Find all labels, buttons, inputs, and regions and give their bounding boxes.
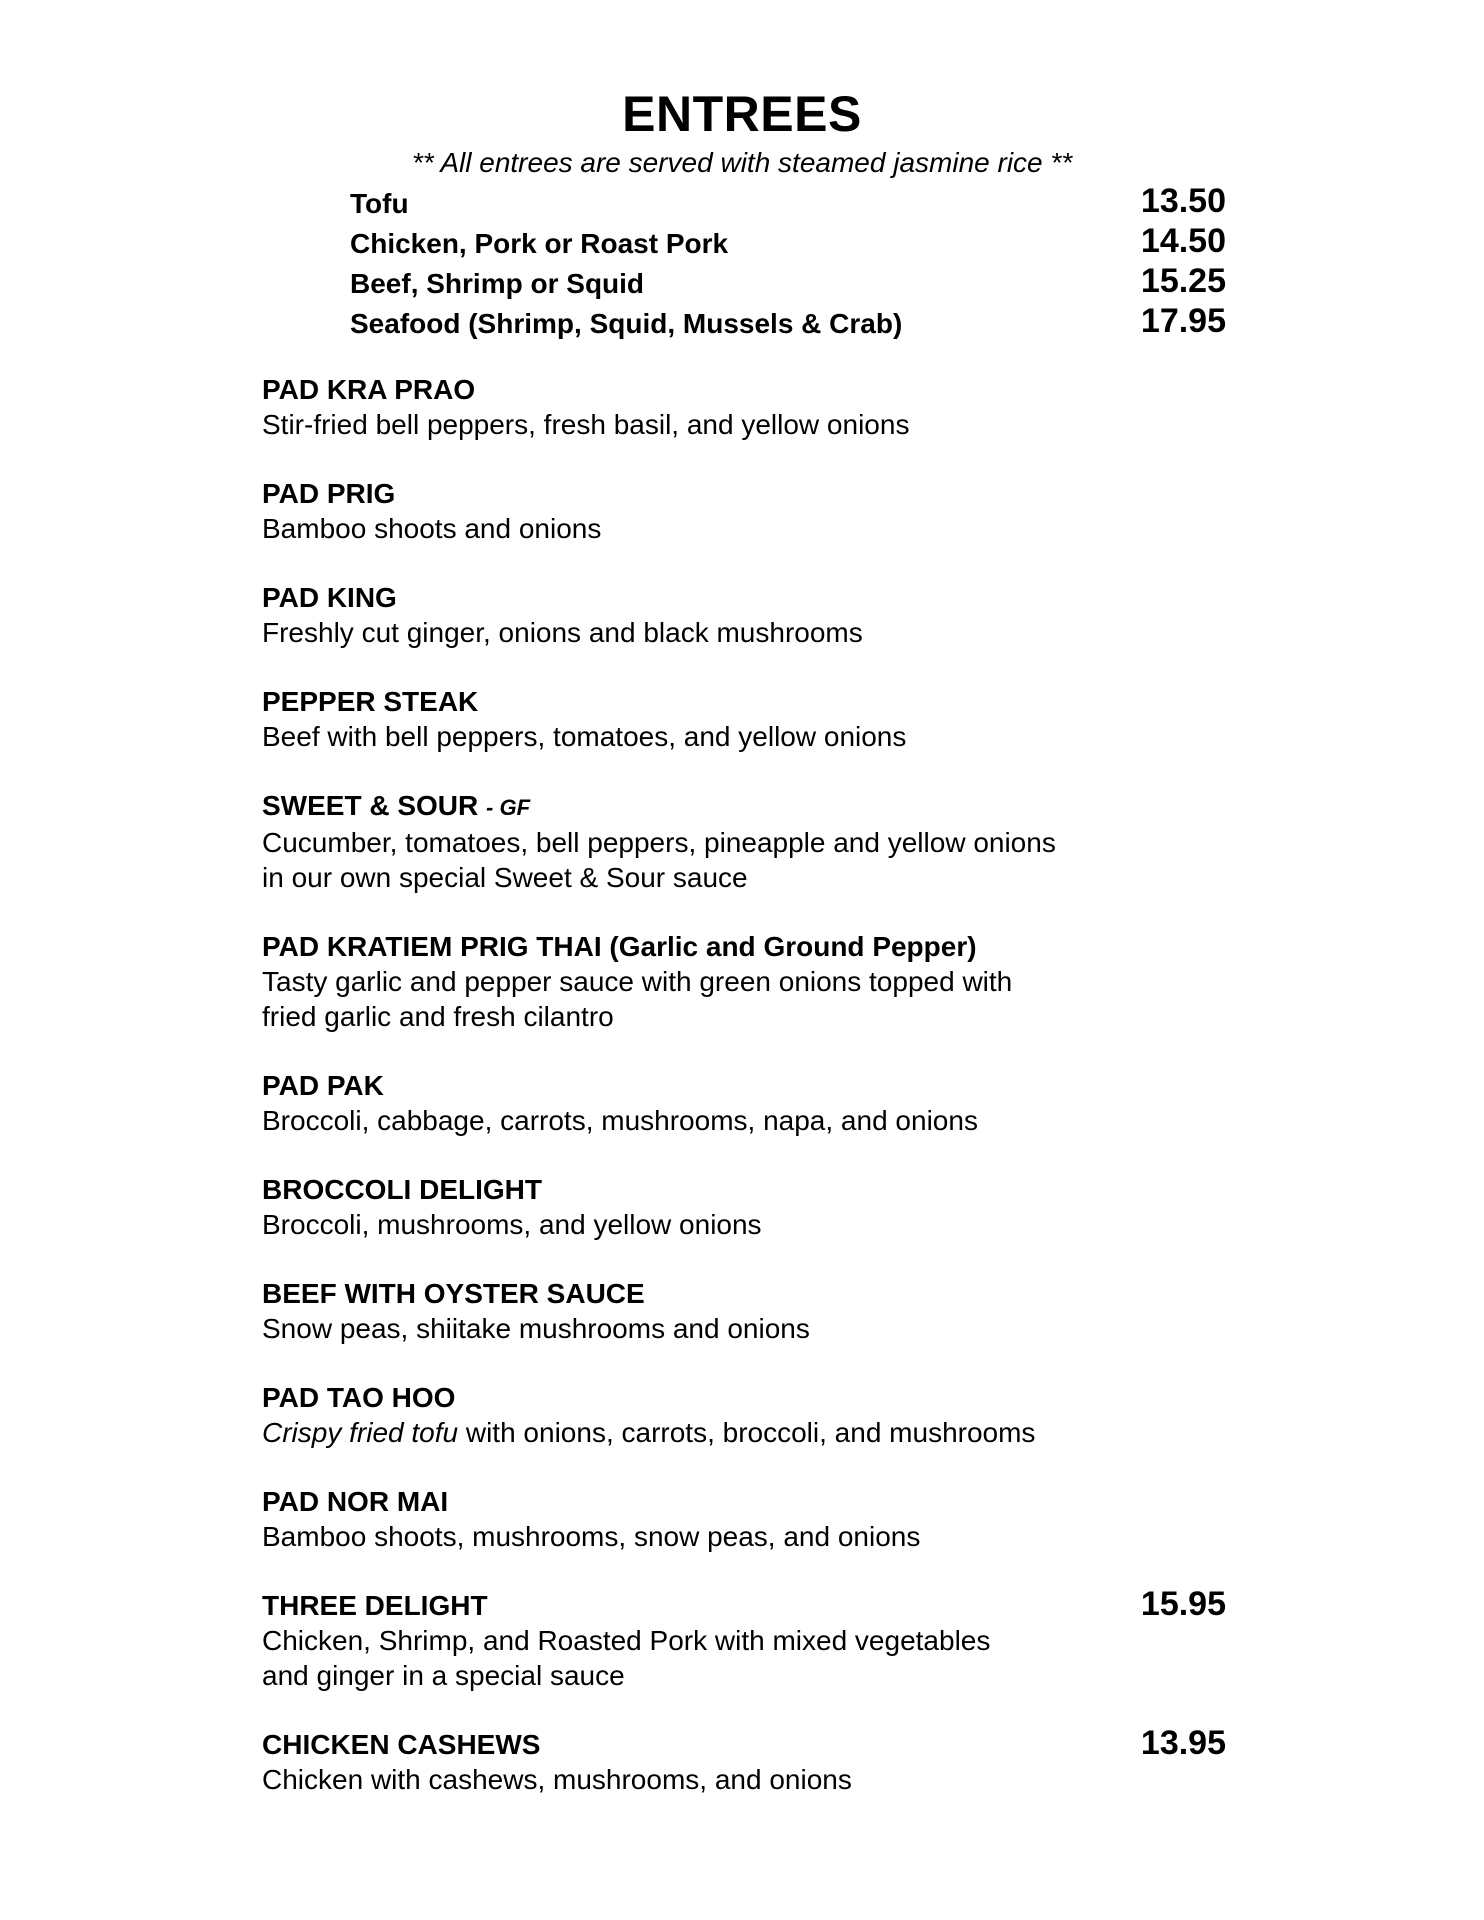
dish-pad-kra-prao [262, 372, 1226, 442]
dish-name: PAD PRIG [262, 478, 396, 509]
price-row-beef-shrimp [350, 261, 1226, 301]
price-option-price: 15.25 [1140, 262, 1226, 300]
dish-pad-prig [262, 476, 1226, 546]
dish-description-italic: Crispy fried tofu [262, 1417, 459, 1448]
dish-description: Cucumber, tomatoes, bell peppers, pineapple and yellow onions [262, 827, 1056, 858]
dish-chicken-cashews [262, 1724, 1226, 1797]
dish-name: PEPPER STEAK [262, 686, 479, 717]
dish-description-line2: in our own special Sweet & Sour sauce [262, 862, 748, 893]
dish-description: Bamboo shoots and onions [262, 513, 602, 544]
dish-pad-kratiem-prig-thai [262, 929, 1226, 1034]
dish-description: Chicken with cashews, mushrooms, and onions [262, 1764, 852, 1795]
dish-price: 15.95 [1140, 1585, 1226, 1623]
price-option-price: 13.50 [1140, 182, 1226, 220]
dish-pad-pak [262, 1068, 1226, 1138]
dish-name: PAD KING [262, 582, 397, 613]
dish-name: BEEF WITH OYSTER SAUCE [262, 1278, 645, 1309]
dish-three-delight [262, 1585, 1226, 1693]
dish-name: THREE DELIGHT [262, 1590, 488, 1621]
gluten-free-tag: - GF [486, 795, 531, 820]
dish-pad-tao-hoo [262, 1380, 1226, 1450]
dish-description: Tasty garlic and pepper sauce with green onions topped with [262, 966, 1013, 997]
price-option-price: 14.50 [1140, 222, 1226, 260]
price-option-name: Seafood (Shrimp, Squid, Mussels & Crab) [350, 308, 903, 339]
price-row-tofu [350, 181, 1226, 221]
dish-description-line2: fried garlic and fresh cilantro [262, 1001, 614, 1032]
price-option-name: Chicken, Pork or Roast Pork [350, 228, 729, 259]
price-option-name: Beef, Shrimp or Squid [350, 268, 645, 299]
dish-description-line2: and ginger in a special sauce [262, 1660, 625, 1691]
dish-name: BROCCOLI DELIGHT [262, 1174, 542, 1205]
dish-name: PAD NOR MAI [262, 1486, 449, 1517]
dish-description: Broccoli, cabbage, carrots, mushrooms, napa, and onions [262, 1105, 978, 1136]
dish-name: PAD KRATIEM PRIG THAI (Garlic and Ground Pepper) [262, 931, 977, 962]
dish-pad-king [262, 580, 1226, 650]
dish-description: Stir-fried bell peppers, fresh basil, and yellow onions [262, 409, 910, 440]
price-option-name: Tofu [350, 188, 409, 219]
dish-description: Beef with bell peppers, tomatoes, and yellow onions [262, 721, 907, 752]
page-subtitle: ** All entrees are served with steamed jasmine rice ** [411, 147, 1073, 178]
dish-price: 13.95 [1140, 1724, 1226, 1762]
dish-description: Freshly cut ginger, onions and black mushrooms [262, 617, 863, 648]
price-row-seafood [350, 301, 1226, 341]
dish-beef-with-oyster-sauce [262, 1276, 1226, 1346]
dish-name-line [262, 788, 1226, 825]
protein-price-table [350, 181, 1226, 341]
dish-description-rest: with onions, carrots, broccoli, and mushrooms [458, 1417, 1036, 1448]
dish-description: Broccoli, mushrooms, and yellow onions [262, 1209, 762, 1240]
dish-pad-nor-mai [262, 1484, 1226, 1554]
dish-broccoli-delight [262, 1172, 1226, 1242]
dish-name: CHICKEN CASHEWS [262, 1729, 541, 1760]
page-title: ENTREES [622, 86, 862, 142]
dish-name: PAD PAK [262, 1070, 384, 1101]
dish-name: PAD KRA PRAO [262, 374, 476, 405]
dish-name: SWEET & SOUR [262, 790, 479, 821]
dish-description: Bamboo shoots, mushrooms, snow peas, and onions [262, 1521, 921, 1552]
dish-description: Snow peas, shiitake mushrooms and onions [262, 1313, 810, 1344]
dish-name: PAD TAO HOO [262, 1382, 456, 1413]
dish-description [262, 1415, 1226, 1450]
price-option-price: 17.95 [1140, 302, 1226, 340]
dish-pepper-steak [262, 684, 1226, 754]
price-row-chicken-pork [350, 221, 1226, 261]
dish-description: Chicken, Shrimp, and Roasted Pork with mixed vegetables [262, 1625, 991, 1656]
dish-sweet-and-sour [262, 788, 1226, 895]
dish-list [262, 372, 1226, 1831]
